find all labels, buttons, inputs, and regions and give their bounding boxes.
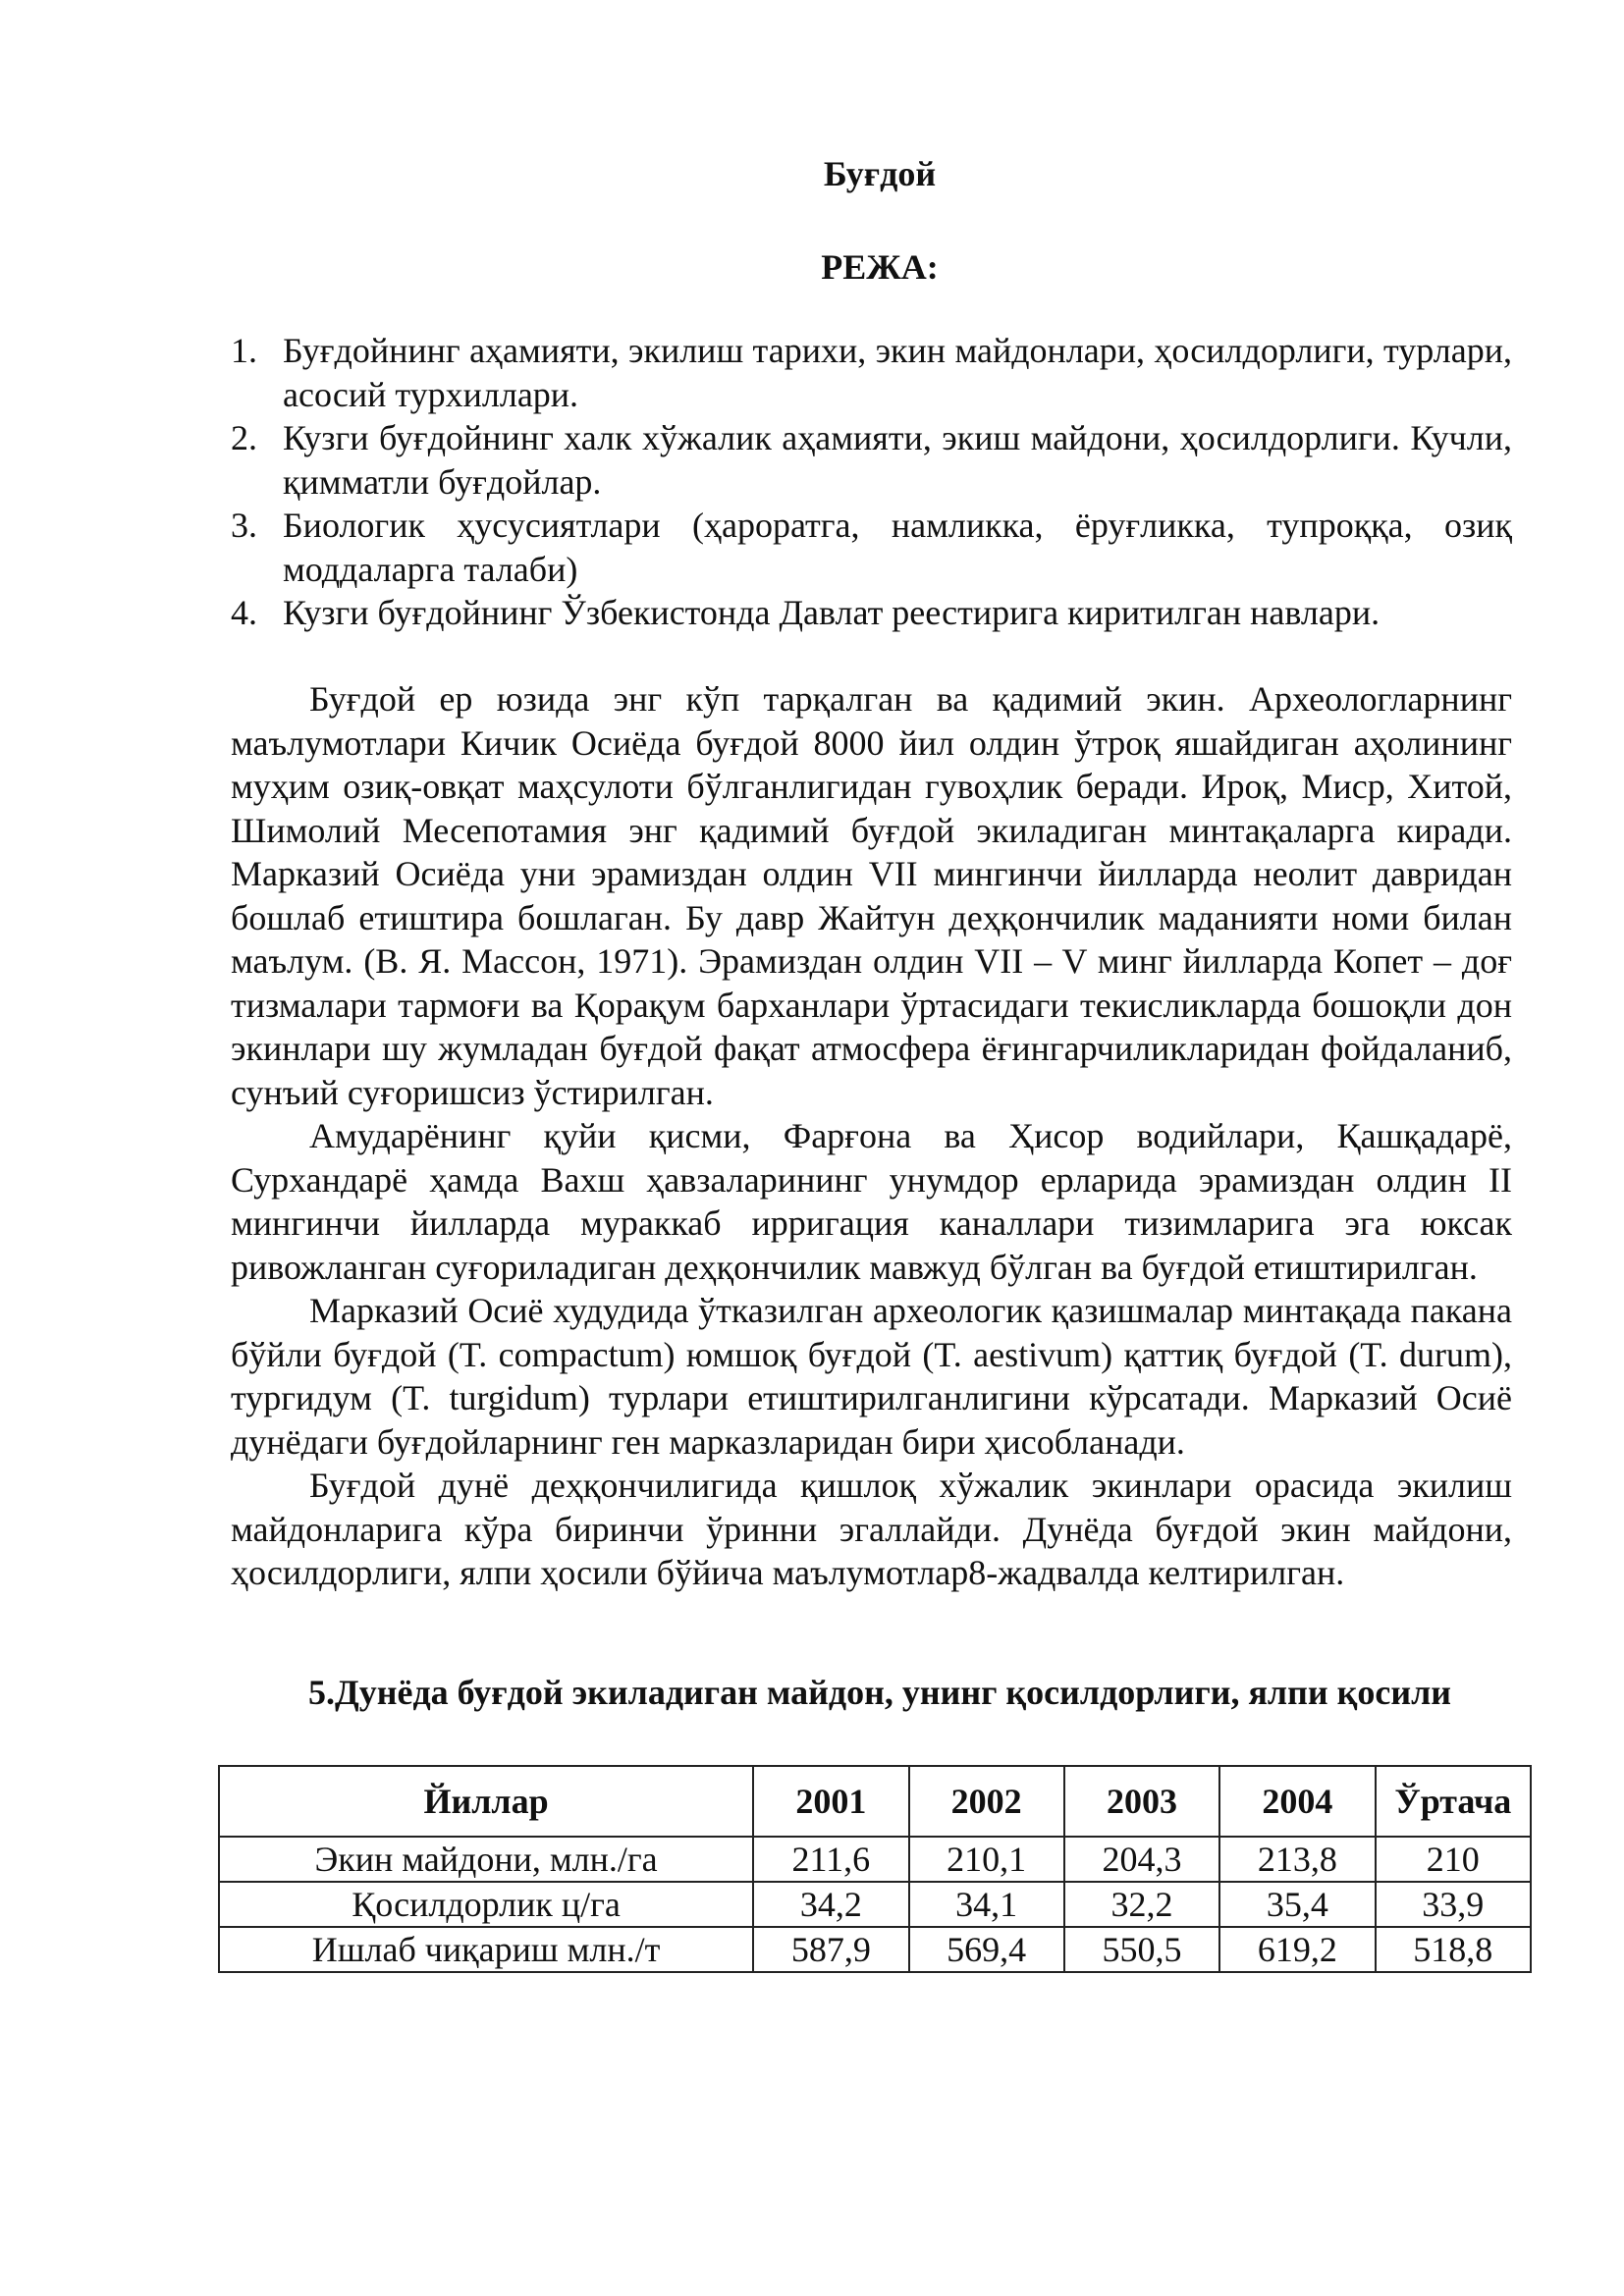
table-cell: 550,5 bbox=[1064, 1927, 1219, 1972]
plan-item bbox=[231, 416, 1512, 504]
table-cell: 619,2 bbox=[1219, 1927, 1375, 1972]
table-row bbox=[219, 1837, 1531, 1882]
table-cell: 211,6 bbox=[753, 1837, 908, 1882]
table-cell: Экин майдони, млн./га bbox=[219, 1837, 753, 1882]
table-row bbox=[219, 1927, 1531, 1972]
table-cell: 569,4 bbox=[909, 1927, 1064, 1972]
table-header-cell: Йиллар bbox=[219, 1766, 753, 1837]
table-cell: 34,2 bbox=[753, 1882, 908, 1927]
plan-item-number: 2. bbox=[231, 418, 257, 457]
table-header-cell: 2004 bbox=[1219, 1766, 1375, 1837]
table-cell: Қосилдорлик ц/га bbox=[219, 1882, 753, 1927]
table-header-cell: 2001 bbox=[753, 1766, 908, 1837]
wheat-data-table bbox=[218, 1765, 1532, 1973]
table-header-row bbox=[219, 1766, 1531, 1837]
plan-item-text: Буғдойнинг аҳамияти, экилиш тарихи, экин майдонлари, ҳосилдорлиги, турлари, асосий турхиллари. bbox=[283, 331, 1512, 414]
table-cell: 34,1 bbox=[909, 1882, 1064, 1927]
table-cell: 518,8 bbox=[1376, 1927, 1531, 1972]
table-cell: 32,2 bbox=[1064, 1882, 1219, 1927]
table-header-cell: Ўртача bbox=[1376, 1766, 1531, 1837]
body-text bbox=[231, 677, 1512, 1595]
plan-item bbox=[231, 591, 1512, 635]
table-cell: 210,1 bbox=[909, 1837, 1064, 1882]
table-cell: 210 bbox=[1376, 1837, 1531, 1882]
plan-item bbox=[231, 504, 1512, 591]
table-header-cell: 2002 bbox=[909, 1766, 1064, 1837]
table-cell: 35,4 bbox=[1219, 1882, 1375, 1927]
table-cell: 587,9 bbox=[753, 1927, 908, 1972]
paragraph: Буғдой дунё деҳқончилигида қишлоқ хўжалик экинлари орасида экилиш майдонларига кўра биринчи ўринни эгаллайди. Дунёда буғдой экин майдони, ҳосилдорлиги, ялпи ҳосили бўйича маълумотлар8-жадвалда келтирилган. bbox=[231, 1466, 1512, 1592]
table-caption: 5.Дунёда буғдой экиладиган майдон, унинг қосилдорлиги, ялпи қосили bbox=[307, 1673, 1452, 1712]
table-cell: 213,8 bbox=[1219, 1837, 1375, 1882]
page-title: Буғдой bbox=[823, 154, 937, 193]
table-header-cell: 2003 bbox=[1064, 1766, 1219, 1837]
table-cell: 204,3 bbox=[1064, 1837, 1219, 1882]
plan-item-number: 3. bbox=[231, 506, 257, 545]
table-cell: Ишлаб чиқариш млн./т bbox=[219, 1927, 753, 1972]
plan-item-text: Кузги буғдойнинг халк хўжалик аҳамияти, экиш майдони, ҳосилдорлиги. Кучли, қимматли буғдойлар. bbox=[283, 418, 1512, 502]
plan-item-number: 4. bbox=[231, 593, 257, 632]
paragraph: Амударёнинг қуйи қисми, Фарғона ва Ҳисор водийлари, Қашқадарё, Сурхандарё ҳамда Вахш ҳавзаларининг унумдор ерларида эрамиздан олдин II мингинчи йилларда мураккаб ирригация каналлари тизимларига эга юксак ривожланган суғориладиган деҳқончилик мавжуд бўлган ва буғдой етиштирилган. bbox=[231, 1116, 1512, 1287]
table-row bbox=[219, 1882, 1531, 1927]
plan-heading: РЕЖА: bbox=[821, 247, 939, 287]
table-cell: 33,9 bbox=[1376, 1882, 1531, 1927]
plan-item-number: 1. bbox=[231, 331, 257, 370]
paragraph: Буғдой ер юзида энг кўп тарқалган ва қадимий экин. Археологларнинг маълумотлари Кичик Осиёда буғдой 8000 йил олдин ўтроқ яшайдиган аҳолининг муҳим озиқ-овқат маҳсулоти бўлганлигидан гувоҳлик беради. Ироқ, Миср, Хитой, Шимолий Месепотамия энг қадимий буғдой экиладиган минтақаларга киради. Марказий Осиёда уни эрамиздан олдин VII мингинчи йилларда неолит давридан бошлаб етиштира бошлаган. Бу давр Жайтун деҳқончилик маданияти номи билан маълум. (В. Я. Массон, 1971). Эрамиздан олдин VII – V минг йилларда Копет – доғ тизмалари тармоғи ва Қорақум барханлари ўртасидаги текисликларда бошоқли дон экинлари шу жумладан буғдой фақат атмосфера ёғингарчиликларидан фойдаланиб, сунъий суғоришсиз ўстирилган. bbox=[231, 679, 1512, 1112]
plan-item-text: Кузги буғдойнинг Ўзбекистонда Давлат реестирига киритилган навлари. bbox=[283, 593, 1380, 632]
plan-list bbox=[231, 329, 1512, 635]
plan-item-text: Биологик ҳусусиятлари (ҳароратга, намликка, ёруғликка, тупроққа, озиқ моддаларга талаби) bbox=[283, 506, 1512, 589]
paragraph: Марказий Осиё худудида ўтказилган археологик қазишмалар минтақада пакана бўйли буғдой (T. compactum) юмшоқ буғдой (T. aestivum) қаттиқ буғдой (T. durum), тургидум (T. turgidum) турлари етиштирилганлигини кўрсатади. Марказий Осиё дунёдаги буғдойларнинг ген марказларидан бири ҳисобланади. bbox=[231, 1291, 1512, 1462]
plan-item bbox=[231, 329, 1512, 416]
